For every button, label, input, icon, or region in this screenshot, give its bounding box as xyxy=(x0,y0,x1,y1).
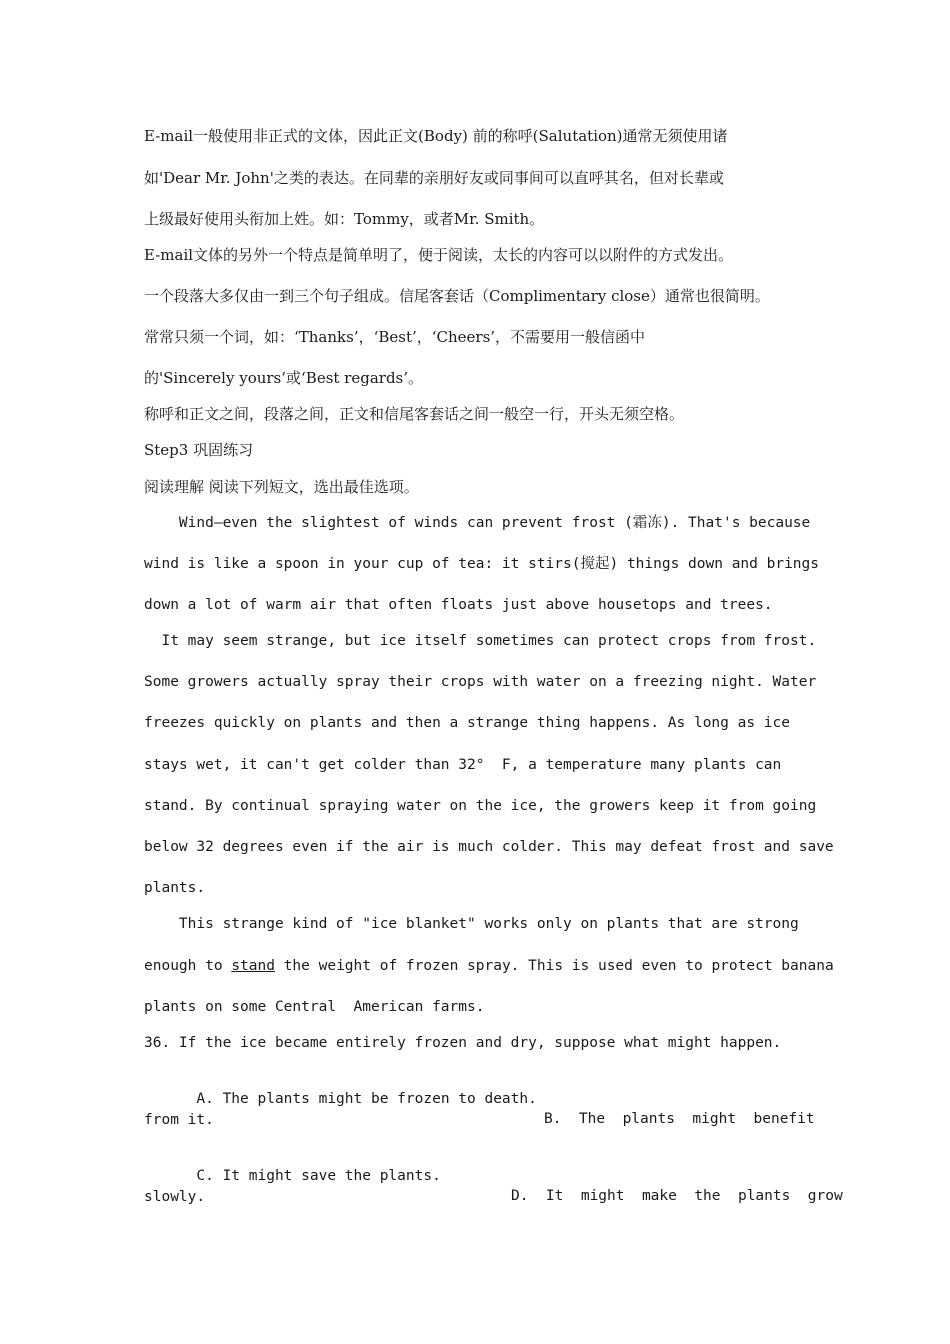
passage-line: freezes quickly on plants and then a strange thing happens. As long as ice xyxy=(144,715,791,731)
email-notes-line: 上级最好使用头衔加上姓。如：Tommy，或者Mr. Smith。 xyxy=(144,210,545,228)
option-b: B. The plants might benefit xyxy=(544,1111,815,1127)
option-c: C. It might save the plants. xyxy=(178,1168,441,1184)
passage-line: Wind—even the slightest of winds can prevent frost (霜冻). That's because xyxy=(144,515,811,531)
passage-text: the weight of frozen spray. This is used even to protect banana xyxy=(274,958,834,974)
email-notes-line: 称呼和正文之间，段落之间，正文和信尾客套话之间一般空一行，开头无须空格。 xyxy=(144,405,685,423)
passage-line xyxy=(144,956,834,976)
option-b-continued: from it. xyxy=(144,1112,214,1128)
step3-heading: Step3 巩固练习 xyxy=(144,441,254,459)
email-notes-line: 一个段落大多仅由一到三个句子组成。信尾客套话（Complimentary close）通常也很简明。 xyxy=(144,287,770,305)
email-notes-line: 如'Dear Mr. John'之类的表达。在同辈的亲朋好友或同事间可以直呼其名，但对长辈或 xyxy=(144,169,724,187)
email-notes-line: 的'Sincerely yours’或‘Best regards’。 xyxy=(144,369,424,387)
question-stem: 36. If the ice became entirely frozen and dry, suppose what might happen. xyxy=(144,1035,782,1051)
passage-text: enough to xyxy=(144,958,232,974)
option-d-continued: slowly. xyxy=(144,1189,206,1205)
option-a: A. The plants might be frozen to death. xyxy=(178,1091,537,1107)
options-row-cd xyxy=(144,1146,843,1226)
passage-line: plants. xyxy=(144,880,206,896)
underlined-word: stand xyxy=(231,958,275,974)
passage-line: stays wet, it can't get colder than 32° F, a temperature many plants can xyxy=(144,757,782,773)
email-notes-line: E-mail文体的另外一个特点是简单明了，便于阅读，太长的内容可以以附件的方式发出。 xyxy=(144,246,734,264)
email-notes-line: 常常只须一个词，如：‘Thanks’，‘Best’，‘Cheers’，不需要用一般信函中 xyxy=(144,328,646,346)
option-d: D. It might make the plants grow xyxy=(511,1188,843,1204)
step3-instruction: 阅读理解 阅读下列短文，选出最佳选项。 xyxy=(144,478,419,496)
passage-line: down a lot of warm air that often floats just above housetops and trees. xyxy=(144,597,773,613)
options-row-ab xyxy=(144,1069,815,1149)
passage-line: stand. By continual spraying water on the ice, the growers keep it from going xyxy=(144,798,817,814)
passage-line: wind is like a spoon in your cup of tea: it stirs(搅起) things down and brings xyxy=(144,556,820,572)
passage-line: It may seem strange, but ice itself sometimes can protect crops from frost. xyxy=(144,633,817,649)
passage-line: below 32 degrees even if the air is much colder. This may defeat frost and save xyxy=(144,839,834,855)
passage-line: This strange kind of "ice blanket" works only on plants that are strong xyxy=(144,916,799,932)
email-notes-line: E-mail一般使用非正式的文体，因此正文(Body) 前的称呼(Salutation)通常无须使用诸 xyxy=(144,127,728,145)
passage-line: plants on some Central American farms. xyxy=(144,999,485,1015)
passage-line: Some growers actually spray their crops with water on a freezing night. Water xyxy=(144,674,817,690)
